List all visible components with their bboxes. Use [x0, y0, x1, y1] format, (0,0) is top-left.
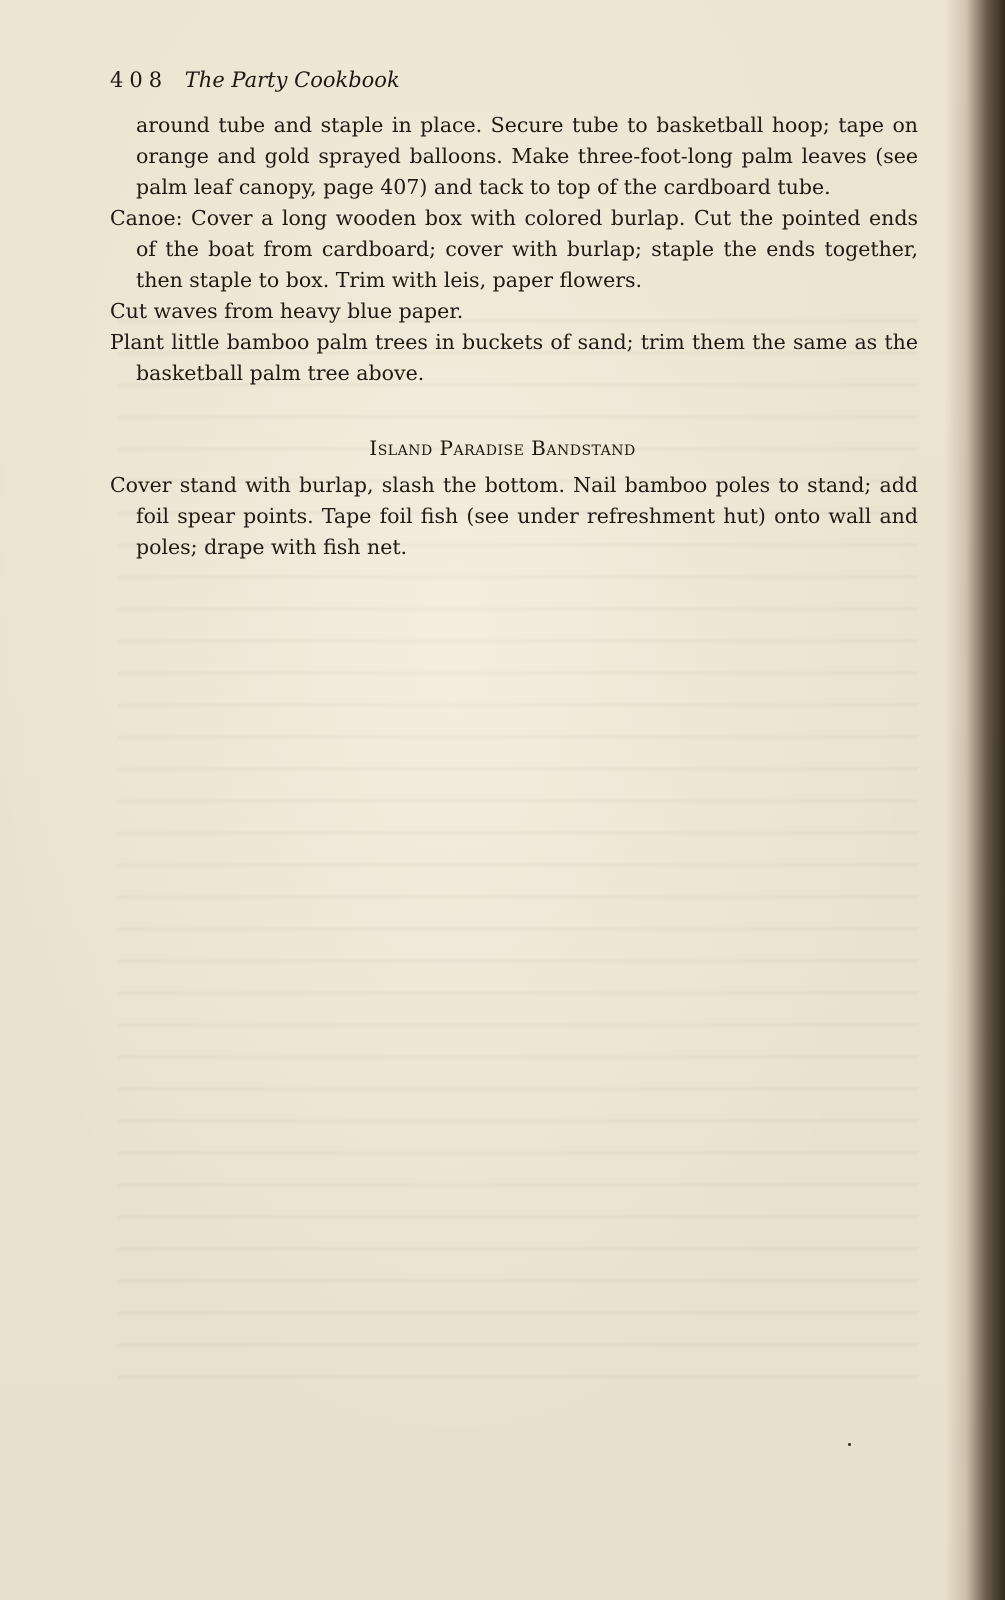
- continued-paragraph: around tube and staple in place. Secure tube to basketball hoop; tape on orange and gold sprayed balloons. Make three-foot-long palm leaves (see palm leaf canopy, page 407) and tack to top of the cardboard tube.: [136, 113, 918, 199]
- bandstand-paragraph: Cover stand with burlap, slash the bottom. Nail bamboo poles to stand; add foil spear points. Tape foil fish (see under refreshment hut) onto wall and poles; drape with fish net.: [110, 473, 918, 559]
- top-text-block: [110, 110, 918, 389]
- book-title: The Party Cookbook: [184, 68, 400, 92]
- page-number: 408: [110, 68, 169, 92]
- section-heading: Island Paradise Bandstand: [369, 436, 636, 460]
- running-header: [110, 68, 400, 92]
- canoe-paragraph: Canoe: Cover a long wooden box with colored burlap. Cut the pointed ends of the boat from cardboard; cover with burlap; staple the ends together, then staple to box. Trim with leis, paper flowers.: [110, 206, 918, 292]
- palm-trees-paragraph: Plant little bamboo palm trees in buckets of sand; trim them the same as the basketball palm tree above.: [110, 330, 918, 385]
- bleed-through-texture: [118, 300, 918, 1400]
- spine-shadow: [945, 0, 1005, 1600]
- waves-paragraph: Cut waves from heavy blue paper.: [110, 299, 464, 323]
- paper-speck: [848, 1443, 851, 1446]
- bandstand-text-block: [110, 470, 918, 563]
